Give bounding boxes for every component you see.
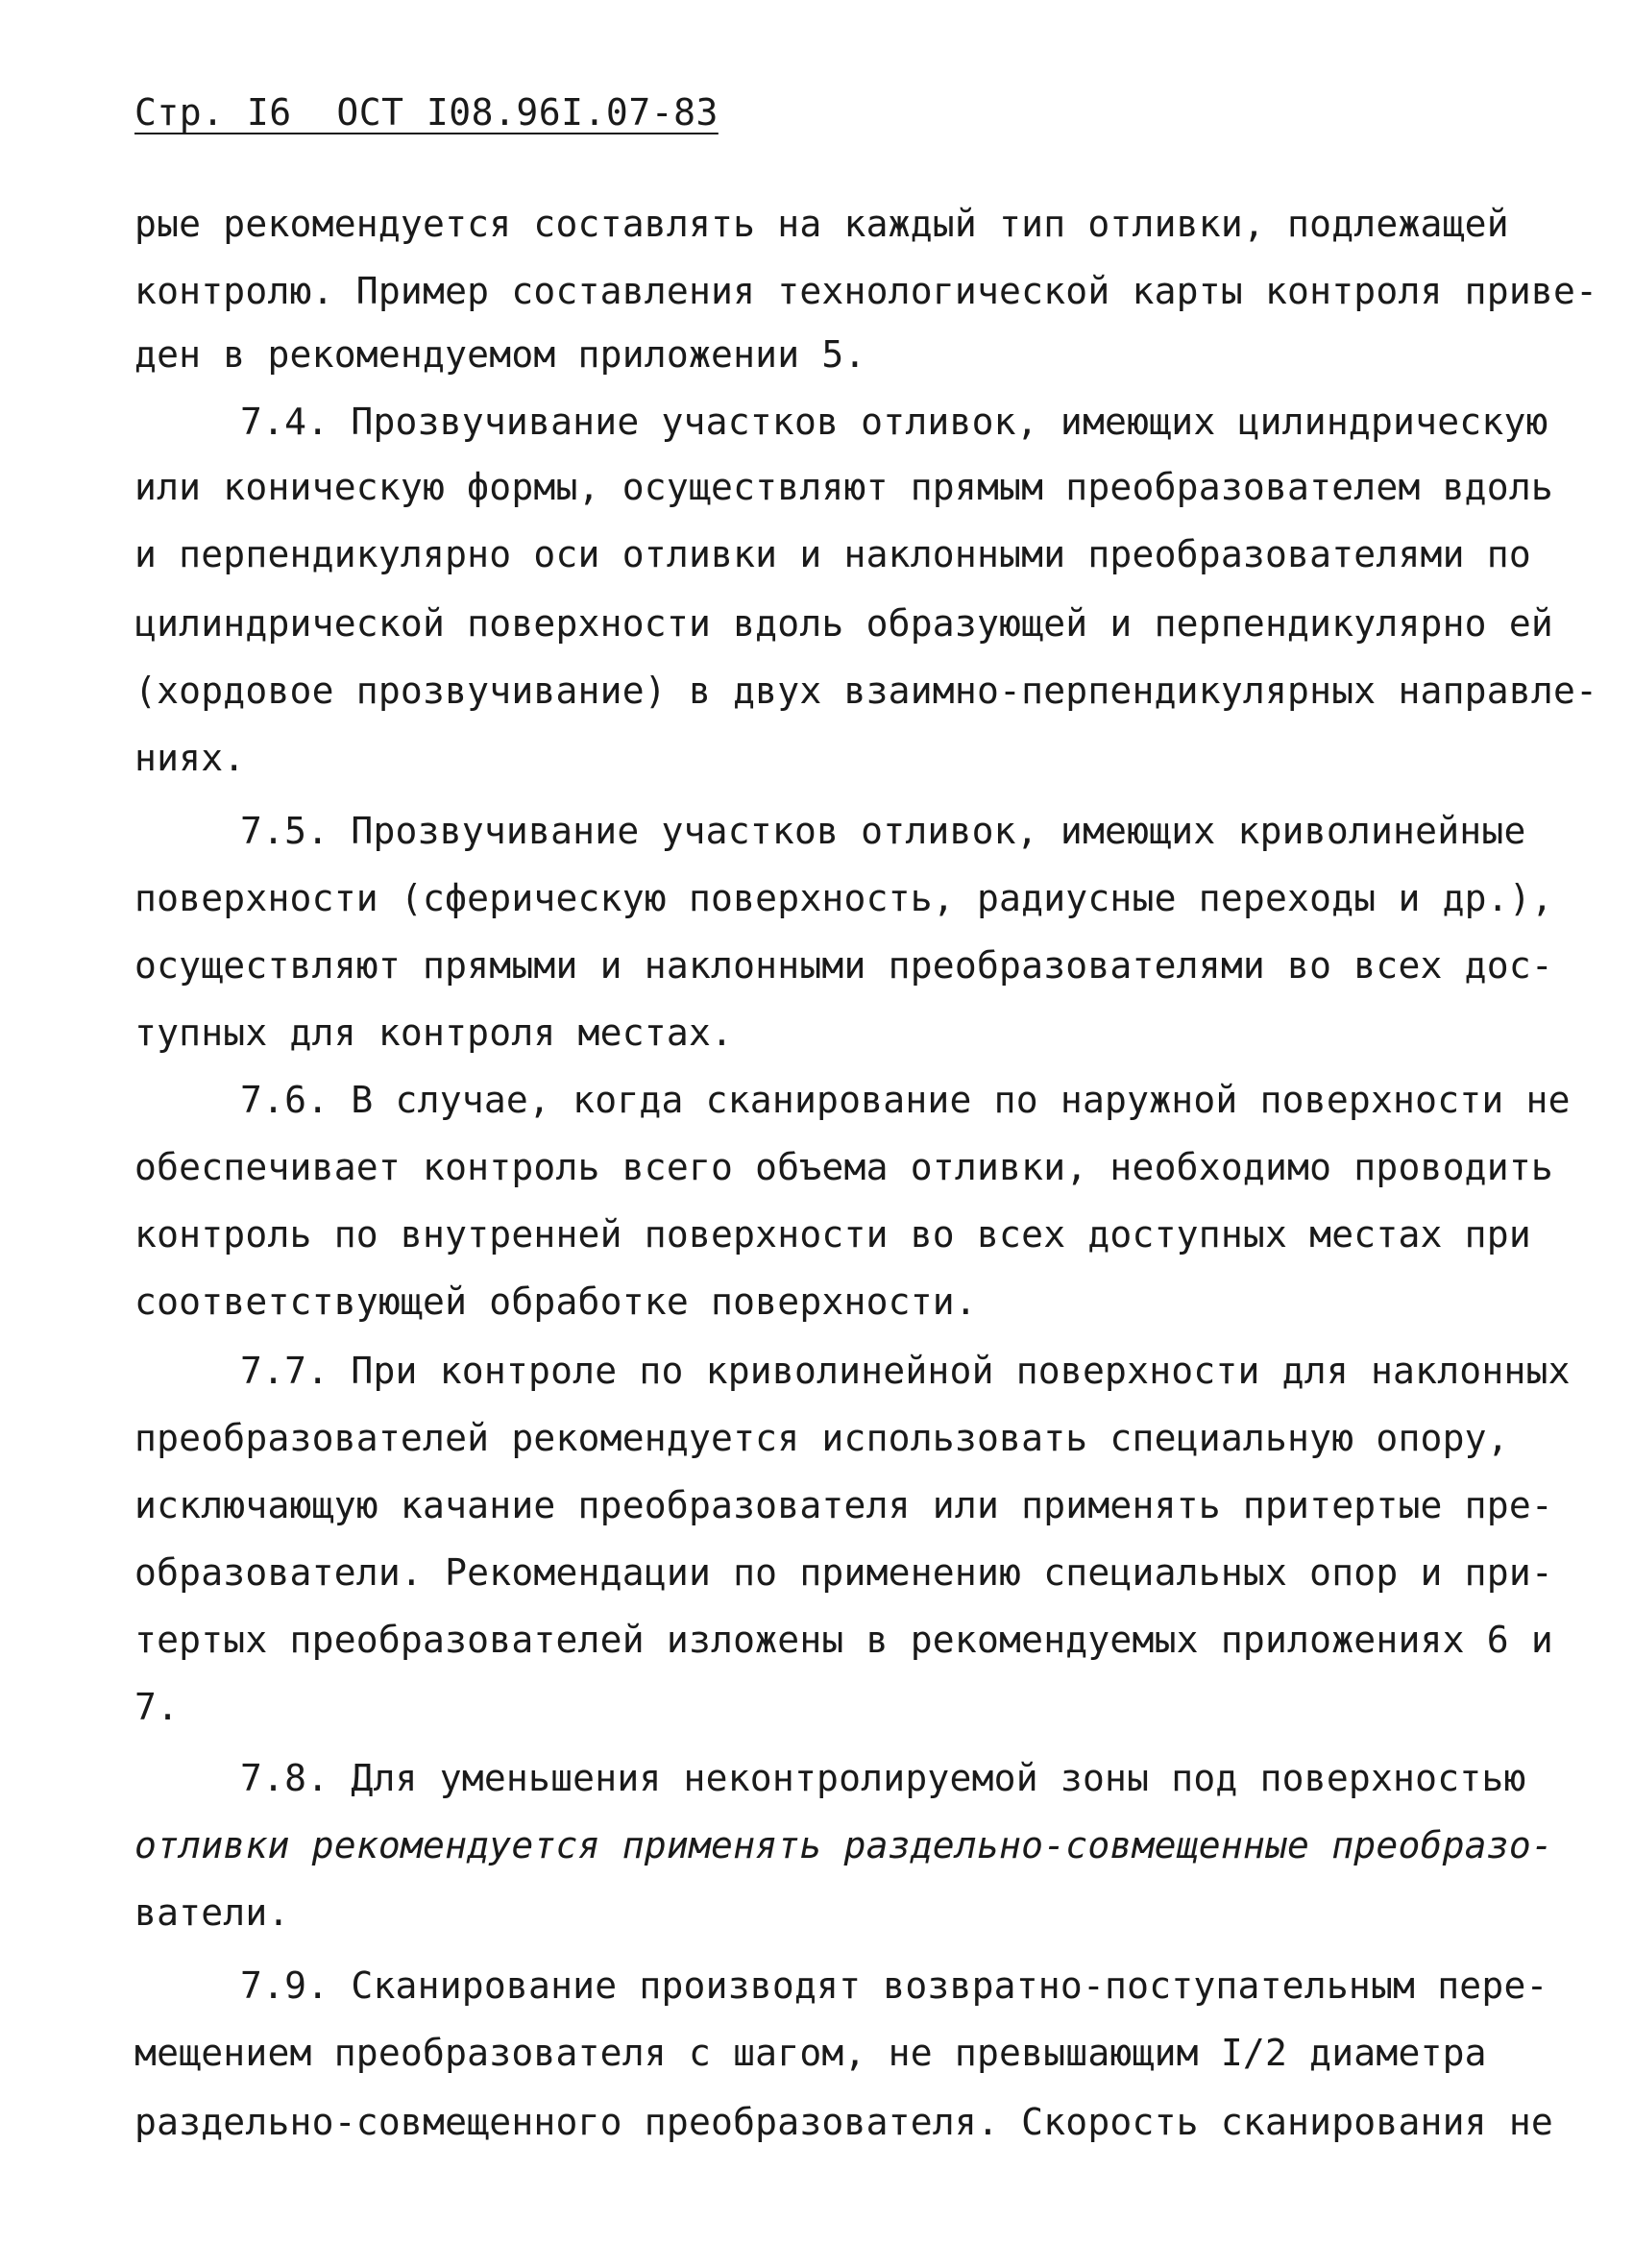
- text-line: исключающую качание преобразователя или применять притертые пре-: [134, 1484, 1553, 1526]
- text-line: мещением преобразователя с шагом, не превышающим I/2 диаметра: [134, 2032, 1487, 2074]
- paragraph-7-5-start: 7.5. Прозвучивание участков отливок, имеющих криволинейные: [240, 810, 1526, 852]
- text-line: (хордовое прозвучивание) в двух взаимно-перпендикулярных направле-: [134, 670, 1598, 712]
- text-line: контролю. Пример составления технологической карты контроля приве-: [134, 270, 1598, 312]
- text-line: рые рекомендуется составлять на каждый тип отливки, подлежащей: [134, 203, 1509, 245]
- text-line: обеспечивает контроль всего объема отливки, необходимо проводить: [134, 1146, 1553, 1188]
- text-line: и перпендикулярно оси отливки и наклонными преобразователями по: [134, 533, 1531, 575]
- paragraph-7-9-start: 7.9. Сканирование производят возвратно-поступательным пере-: [240, 1964, 1548, 2007]
- text-line: соответствующей обработке поверхности.: [134, 1280, 977, 1323]
- page-header: Стр. I6 ОСТ I08.96I.07-83: [134, 91, 719, 134]
- text-line: преобразователей рекомендуется использовать специальную опору,: [134, 1417, 1509, 1459]
- text-line: ватели.: [134, 1891, 290, 1934]
- text-line: или коническую формы, осуществляют прямым преобразователем вдоль: [134, 466, 1553, 508]
- text-line: образователи. Рекомендации по применению специальных опор и при-: [134, 1551, 1553, 1594]
- paragraph-7-4-start: 7.4. Прозвучивание участков отливок, имеющих цилиндрическую: [240, 401, 1548, 443]
- text-line: ниях.: [134, 737, 246, 779]
- text-line: раздельно-совмещенного преобразователя. Скорость сканирования не: [134, 2101, 1553, 2143]
- paragraph-7-7-start: 7.7. При контроле по криволинейной поверхности для наклонных: [240, 1350, 1571, 1392]
- text-line: цилиндрической поверхности вдоль образующей и перпендикулярно ей: [134, 602, 1553, 645]
- text-line: 7.: [134, 1686, 180, 1728]
- text-line: отливки рекомендуется применять раздельно-совмещенные преобразо-: [134, 1824, 1553, 1866]
- text-line: поверхности (сферическую поверхность, радиусные переходы и др.),: [134, 877, 1553, 919]
- text-line: тертых преобразователей изложены в рекомендуемых приложениях 6 и: [134, 1619, 1553, 1661]
- text-line: ден в рекомендуемом приложении 5.: [134, 333, 866, 376]
- paragraph-7-6-start: 7.6. В случае, когда сканирование по наружной поверхности не: [240, 1079, 1571, 1121]
- paragraph-7-8-start: 7.8. Для уменьшения неконтролируемой зоны под поверхностью: [240, 1757, 1526, 1799]
- text-line: контроль по внутренней поверхности во всех доступных местах при: [134, 1213, 1531, 1256]
- text-line: тупных для контроля местах.: [134, 1012, 734, 1054]
- text-line: осуществляют прямыми и наклонными преобразователями во всех дос-: [134, 944, 1553, 987]
